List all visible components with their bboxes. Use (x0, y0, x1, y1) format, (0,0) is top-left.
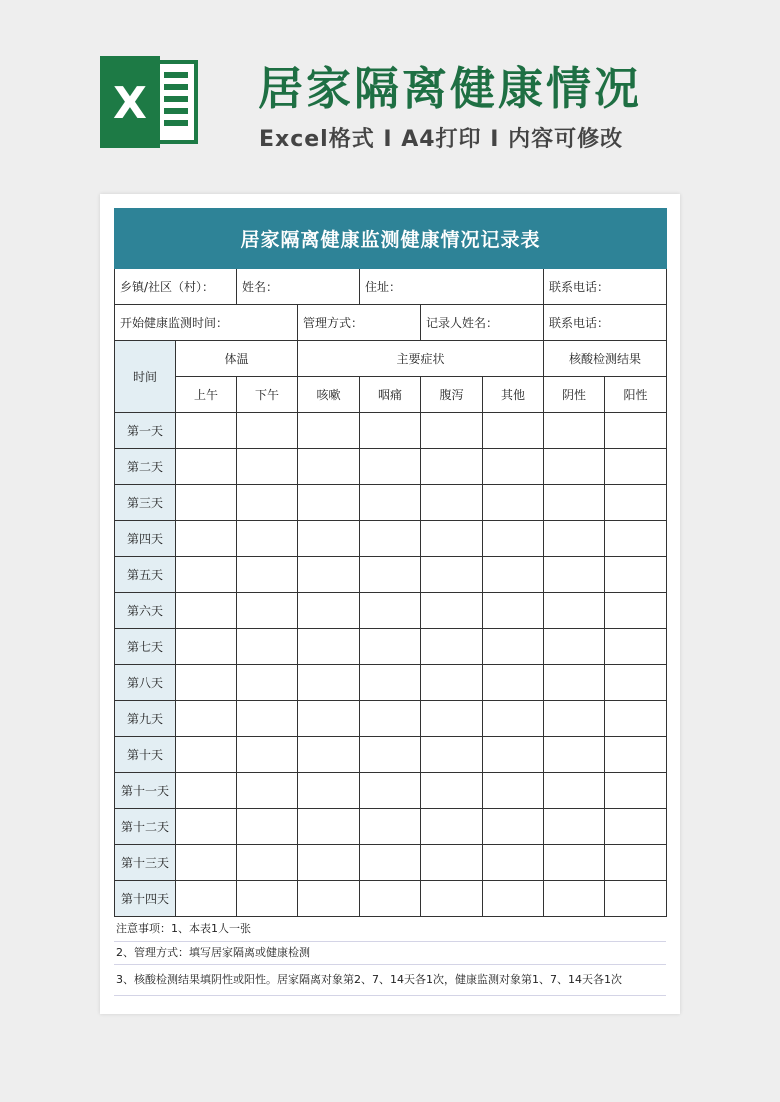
entry-cell[interactable] (298, 701, 360, 737)
entry-cell[interactable] (237, 449, 298, 485)
entry-cell[interactable] (176, 737, 237, 773)
note-3: 3、核酸检测结果填阴性或阳性。居家隔离对象第2、7、14天各1次，健康监测对象第1、7、14天各1次 (114, 965, 666, 996)
entry-cell[interactable] (298, 521, 360, 557)
entry-cell[interactable] (483, 737, 544, 773)
address-field[interactable]: 住址： (360, 269, 544, 305)
day-label: 第五天 (115, 557, 176, 593)
entry-cell[interactable] (298, 809, 360, 845)
table-row (115, 701, 667, 737)
entry-cell[interactable] (483, 881, 544, 917)
entry-cell[interactable] (298, 449, 360, 485)
entry-cell[interactable] (421, 557, 483, 593)
entry-cell[interactable] (421, 485, 483, 521)
table-row (115, 665, 667, 701)
entry-cell[interactable] (237, 629, 298, 665)
entry-cell[interactable] (483, 485, 544, 521)
entry-cell[interactable] (176, 881, 237, 917)
document-page (100, 194, 680, 1014)
entry-cell[interactable] (237, 773, 298, 809)
entry-cell[interactable] (421, 665, 483, 701)
day-label: 第十一天 (115, 773, 176, 809)
entry-cell[interactable] (544, 773, 605, 809)
entry-cell[interactable] (237, 665, 298, 701)
symptoms-header: 主要症状 (298, 341, 544, 377)
entry-cell[interactable] (483, 773, 544, 809)
afternoon-header: 下午 (237, 377, 298, 413)
day-label: 第一天 (115, 413, 176, 449)
entry-cell[interactable] (360, 845, 421, 881)
notes-section (114, 917, 666, 996)
entry-cell[interactable] (483, 629, 544, 665)
day-label: 第十二天 (115, 809, 176, 845)
phone-field-2[interactable]: 联系电话： (544, 305, 667, 341)
entry-cell[interactable] (605, 629, 667, 665)
entry-cell[interactable] (421, 737, 483, 773)
entry-cell[interactable] (483, 701, 544, 737)
entry-cell[interactable] (421, 413, 483, 449)
entry-cell[interactable] (176, 845, 237, 881)
logo-letter: X (113, 78, 147, 129)
entry-cell[interactable] (605, 701, 667, 737)
day-rows (115, 413, 667, 917)
entry-cell[interactable] (544, 665, 605, 701)
entry-cell[interactable] (176, 773, 237, 809)
temperature-header: 体温 (176, 341, 298, 377)
entry-cell[interactable] (298, 593, 360, 629)
entry-cell[interactable] (421, 449, 483, 485)
entry-cell[interactable] (483, 557, 544, 593)
entry-cell[interactable] (544, 809, 605, 845)
entry-cell[interactable] (360, 521, 421, 557)
entry-cell[interactable] (544, 413, 605, 449)
entry-cell[interactable] (237, 845, 298, 881)
table-row (115, 485, 667, 521)
entry-cell[interactable] (483, 809, 544, 845)
entry-cell[interactable] (237, 809, 298, 845)
morning-header: 上午 (176, 377, 237, 413)
entry-cell[interactable] (176, 665, 237, 701)
entry-cell[interactable] (176, 413, 237, 449)
entry-cell[interactable] (298, 413, 360, 449)
entry-cell[interactable] (360, 557, 421, 593)
record-sheet (114, 208, 666, 996)
test-result-header: 核酸检测结果 (544, 341, 667, 377)
entry-cell[interactable] (421, 521, 483, 557)
entry-cell[interactable] (360, 737, 421, 773)
entry-cell[interactable] (360, 701, 421, 737)
entry-cell[interactable] (360, 593, 421, 629)
note-2: 2、管理方式：填写居家隔离或健康检测 (114, 942, 666, 965)
page-subtitle: Excel格式 I A4打印 I 内容可修改 (259, 127, 624, 152)
day-label: 第十四天 (115, 881, 176, 917)
entry-cell[interactable] (176, 485, 237, 521)
entry-cell[interactable] (605, 881, 667, 917)
entry-cell[interactable] (176, 701, 237, 737)
entry-cell[interactable] (421, 809, 483, 845)
day-label: 第三天 (115, 485, 176, 521)
time-header: 时间 (115, 341, 176, 413)
table-title: 居家隔离健康监测健康情况记录表 (115, 209, 667, 269)
sore-throat-header: 咽痛 (360, 377, 421, 413)
entry-cell[interactable] (483, 593, 544, 629)
entry-cell[interactable] (176, 449, 237, 485)
entry-cell[interactable] (360, 881, 421, 917)
entry-cell[interactable] (298, 629, 360, 665)
entry-cell[interactable] (298, 737, 360, 773)
table-row (115, 521, 667, 557)
entry-cell[interactable] (421, 773, 483, 809)
page-header (0, 0, 780, 190)
excel-logo-icon (100, 56, 198, 148)
entry-cell[interactable] (544, 593, 605, 629)
entry-cell[interactable] (544, 881, 605, 917)
positive-header: 阳性 (605, 377, 667, 413)
entry-cell[interactable] (360, 413, 421, 449)
entry-cell[interactable] (544, 557, 605, 593)
entry-cell[interactable] (176, 521, 237, 557)
entry-cell[interactable] (237, 881, 298, 917)
entry-cell[interactable] (237, 737, 298, 773)
entry-cell[interactable] (237, 701, 298, 737)
entry-cell[interactable] (360, 773, 421, 809)
table-row (115, 413, 667, 449)
table-row (115, 449, 667, 485)
table-row (115, 809, 667, 845)
entry-cell[interactable] (483, 413, 544, 449)
entry-cell[interactable] (605, 593, 667, 629)
note-1: 注意事项：1、本表1人一张 (114, 917, 666, 942)
day-label: 第七天 (115, 629, 176, 665)
entry-cell[interactable] (237, 485, 298, 521)
entry-cell[interactable] (605, 665, 667, 701)
entry-cell[interactable] (544, 521, 605, 557)
health-record-table (114, 208, 667, 917)
entry-cell[interactable] (605, 737, 667, 773)
entry-cell[interactable] (544, 701, 605, 737)
entry-cell[interactable] (176, 809, 237, 845)
management-mode-field[interactable]: 管理方式： (298, 305, 421, 341)
entry-cell[interactable] (605, 413, 667, 449)
entry-cell[interactable] (421, 881, 483, 917)
entry-cell[interactable] (544, 629, 605, 665)
entry-cell[interactable] (421, 845, 483, 881)
day-label: 第八天 (115, 665, 176, 701)
cough-header: 咳嗽 (298, 377, 360, 413)
entry-cell[interactable] (360, 449, 421, 485)
entry-cell[interactable] (605, 845, 667, 881)
entry-cell[interactable] (360, 485, 421, 521)
name-field[interactable]: 姓名： (237, 269, 360, 305)
table-row (115, 737, 667, 773)
day-label: 第十三天 (115, 845, 176, 881)
township-field[interactable]: 乡镇/社区（村）： (115, 269, 237, 305)
diarrhea-header: 腹泻 (421, 377, 483, 413)
entry-cell[interactable] (237, 557, 298, 593)
entry-cell[interactable] (421, 629, 483, 665)
entry-cell[interactable] (483, 665, 544, 701)
recorder-name-field[interactable]: 记录人姓名： (421, 305, 544, 341)
entry-cell[interactable] (237, 521, 298, 557)
entry-cell[interactable] (360, 629, 421, 665)
other-header: 其他 (483, 377, 544, 413)
entry-cell[interactable] (605, 485, 667, 521)
day-label: 第九天 (115, 701, 176, 737)
day-label: 第四天 (115, 521, 176, 557)
entry-cell[interactable] (544, 449, 605, 485)
entry-cell[interactable] (605, 773, 667, 809)
table-row (115, 593, 667, 629)
monitor-start-field[interactable]: 开始健康监测时间： (115, 305, 298, 341)
entry-cell[interactable] (298, 773, 360, 809)
table-row (115, 629, 667, 665)
entry-cell[interactable] (298, 665, 360, 701)
entry-cell[interactable] (176, 557, 237, 593)
entry-cell[interactable] (605, 449, 667, 485)
entry-cell[interactable] (237, 413, 298, 449)
entry-cell[interactable] (605, 557, 667, 593)
table-row (115, 845, 667, 881)
page-title: 居家隔离健康情况 (258, 62, 643, 115)
entry-cell[interactable] (298, 485, 360, 521)
entry-cell[interactable] (360, 809, 421, 845)
day-label: 第二天 (115, 449, 176, 485)
table-row (115, 557, 667, 593)
entry-cell[interactable] (176, 629, 237, 665)
entry-cell[interactable] (360, 665, 421, 701)
entry-cell[interactable] (483, 449, 544, 485)
entry-cell[interactable] (298, 881, 360, 917)
entry-cell[interactable] (544, 845, 605, 881)
table-row (115, 881, 667, 917)
table-row (115, 773, 667, 809)
entry-cell[interactable] (544, 485, 605, 521)
day-label: 第十天 (115, 737, 176, 773)
entry-cell[interactable] (605, 521, 667, 557)
entry-cell[interactable] (421, 593, 483, 629)
entry-cell[interactable] (421, 701, 483, 737)
phone-field[interactable]: 联系电话： (544, 269, 667, 305)
entry-cell[interactable] (237, 593, 298, 629)
negative-header: 阴性 (544, 377, 605, 413)
day-label: 第六天 (115, 593, 176, 629)
entry-cell[interactable] (605, 809, 667, 845)
entry-cell[interactable] (176, 593, 237, 629)
entry-cell[interactable] (483, 845, 544, 881)
entry-cell[interactable] (298, 557, 360, 593)
entry-cell[interactable] (298, 845, 360, 881)
entry-cell[interactable] (544, 737, 605, 773)
entry-cell[interactable] (483, 521, 544, 557)
